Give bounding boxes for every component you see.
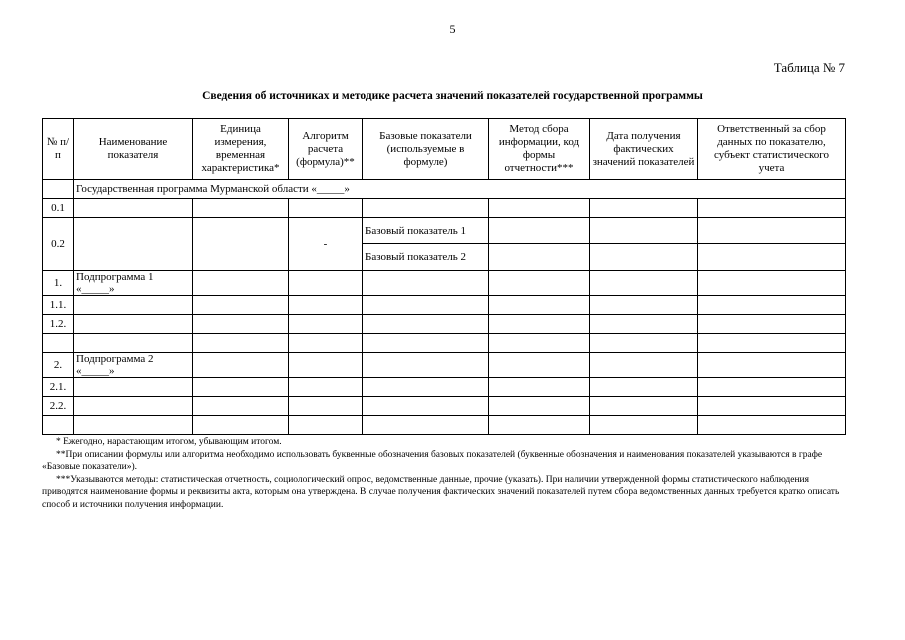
column-header-indicator-name: Наименование показателя — [74, 119, 193, 180]
table-row — [43, 315, 846, 334]
row-number: 0.2 — [43, 218, 74, 271]
base-indicator-2: Базовый показатель 2 — [363, 244, 489, 271]
column-header-unit: Единица измерения, временная характеристика* — [193, 119, 289, 180]
table-row — [43, 397, 846, 416]
header-row — [43, 119, 846, 180]
column-header-date-received: Дата получения фактических значений показателей — [590, 119, 698, 180]
footnotes — [42, 436, 845, 512]
table-row — [43, 199, 846, 218]
program-title-cell: Государственная программа Мурманской области «_____» — [74, 180, 846, 199]
algorithm-cell: - — [289, 218, 363, 271]
column-header-collection-method: Метод сбора информации, код формы отчетности*** — [489, 119, 590, 180]
row-number: 2.1. — [43, 378, 74, 397]
table-row — [43, 334, 846, 353]
table-row — [43, 271, 846, 296]
footnote-3: ***Указываются методы: статистическая отчетность, социологический опрос, ведомственные данные, прочие (указать). При наличии утвержденной формы статистического наблюдения приводятся наименование формы и реквизиты акта, которым она утверждена. В случае получения фактических значений показателей путем сбора ведомственных данных требуется кратко описать способ и источники получения информации. — [42, 474, 840, 510]
row-number: 1.2. — [43, 315, 74, 334]
table-row — [43, 378, 846, 397]
table-row — [43, 218, 846, 244]
column-header-algorithm: Алгоритм расчета (формула)** — [289, 119, 363, 180]
row-number: 0.1 — [43, 199, 74, 218]
page-number: 5 — [449, 22, 456, 36]
document-title: Сведения об источниках и методике расчета значений показателей государственной программы — [202, 90, 703, 102]
row-number: 2.2. — [43, 397, 74, 416]
subprogram-2-name: Подпрограмма 2 «_____» — [74, 353, 193, 378]
table-row — [43, 180, 846, 199]
row-number: 2. — [43, 353, 74, 378]
row-number: 1.1. — [43, 296, 74, 315]
column-header-responsible: Ответственный за сбор данных по показателю, субъект статистического учета — [698, 119, 846, 180]
table-row — [43, 416, 846, 435]
row-number: 1. — [43, 271, 74, 296]
column-header-base-indicators: Базовые показатели (используемые в формуле) — [363, 119, 489, 180]
table-label: Таблица № 7 — [773, 60, 845, 75]
table-row — [43, 353, 846, 378]
subprogram-1-name: Подпрограмма 1 «_____» — [74, 271, 193, 296]
column-header-number: № п/п — [43, 119, 74, 180]
base-indicator-1: Базовый показатель 1 — [363, 218, 489, 244]
indicators-table — [42, 118, 846, 435]
footnote-2: **При описании формулы или алгоритма необходимо использовать буквенные обозначения базовых показателей (буквенные обозначения и наименования показателей указываются в графе «Базовые показатели»). — [42, 449, 823, 473]
table-row — [43, 296, 846, 315]
footnote-1: * Ежегодно, нарастающим итогом, убывающим итогом. — [56, 437, 282, 447]
